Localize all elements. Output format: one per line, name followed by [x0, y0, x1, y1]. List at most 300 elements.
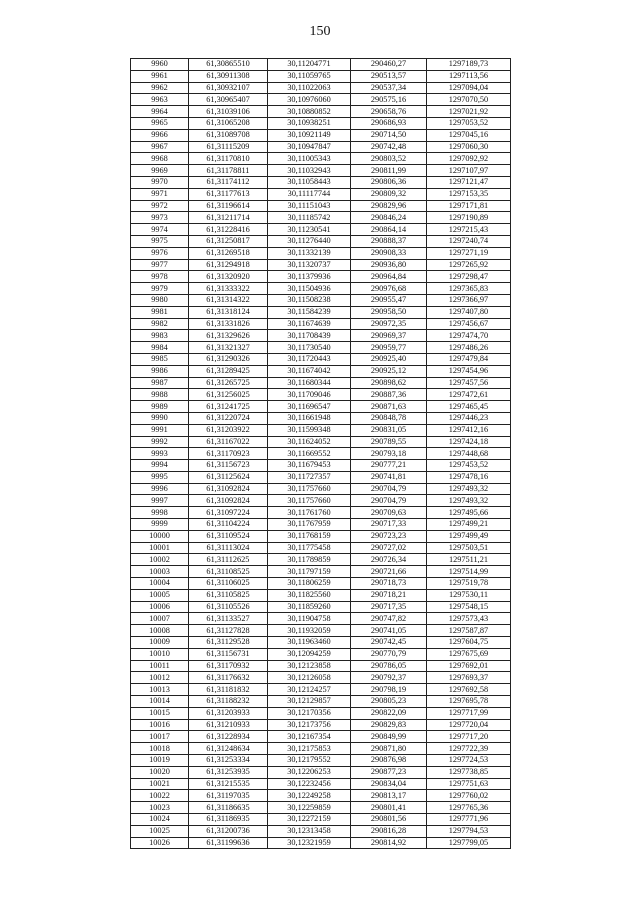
latitude-cell: 61,31248634	[189, 743, 268, 755]
y-coordinate-cell: 1297121,47	[427, 176, 511, 188]
table-row	[131, 483, 511, 495]
x-coordinate-cell: 290718,21	[351, 589, 427, 601]
latitude-cell: 61,31176632	[189, 672, 268, 684]
point-number-cell: 9974	[131, 224, 189, 236]
x-coordinate-cell: 290717,33	[351, 519, 427, 531]
longitude-cell: 30,11768159	[268, 530, 351, 542]
table-row	[131, 542, 511, 554]
table-row	[131, 530, 511, 542]
latitude-cell: 61,31331826	[189, 318, 268, 330]
x-coordinate-cell: 290789,55	[351, 436, 427, 448]
y-coordinate-cell: 1297412,16	[427, 424, 511, 436]
point-number-cell: 10011	[131, 660, 189, 672]
longitude-cell: 30,11230541	[268, 224, 351, 236]
x-coordinate-cell: 290801,56	[351, 814, 427, 826]
y-coordinate-cell: 1297171,81	[427, 200, 511, 212]
point-number-cell: 10006	[131, 601, 189, 613]
point-number-cell: 9986	[131, 365, 189, 377]
point-number-cell: 10015	[131, 707, 189, 719]
x-coordinate-cell: 290829,83	[351, 719, 427, 731]
table-row	[131, 59, 511, 71]
longitude-cell: 30,11767959	[268, 519, 351, 531]
table-row	[131, 412, 511, 424]
latitude-cell: 61,31108525	[189, 566, 268, 578]
point-number-cell: 9960	[131, 59, 189, 71]
table-row	[131, 589, 511, 601]
longitude-cell: 30,11789859	[268, 554, 351, 566]
latitude-cell: 61,31241725	[189, 401, 268, 413]
x-coordinate-cell: 290806,36	[351, 176, 427, 188]
x-coordinate-cell: 290723,23	[351, 530, 427, 542]
table-row	[131, 460, 511, 472]
table-row	[131, 224, 511, 236]
latitude-cell: 61,31105526	[189, 601, 268, 613]
longitude-cell: 30,12129857	[268, 696, 351, 708]
point-number-cell: 9997	[131, 495, 189, 507]
x-coordinate-cell: 290814,92	[351, 837, 427, 849]
longitude-cell: 30,11117744	[268, 188, 351, 200]
coordinates-table	[130, 58, 511, 849]
longitude-cell: 30,12249258	[268, 790, 351, 802]
table-row	[131, 436, 511, 448]
y-coordinate-cell: 1297760,02	[427, 790, 511, 802]
latitude-cell: 61,31106025	[189, 578, 268, 590]
x-coordinate-cell: 290958,50	[351, 306, 427, 318]
latitude-cell: 61,31289425	[189, 365, 268, 377]
longitude-cell: 30,11204771	[268, 59, 351, 71]
latitude-cell: 61,31188232	[189, 696, 268, 708]
point-number-cell: 9983	[131, 330, 189, 342]
y-coordinate-cell: 1297493,32	[427, 495, 511, 507]
point-number-cell: 9984	[131, 342, 189, 354]
latitude-cell: 61,31092824	[189, 495, 268, 507]
point-number-cell: 9962	[131, 82, 189, 94]
point-number-cell: 10012	[131, 672, 189, 684]
table-row	[131, 790, 511, 802]
y-coordinate-cell: 1297240,74	[427, 235, 511, 247]
x-coordinate-cell: 290831,05	[351, 424, 427, 436]
latitude-cell: 61,30911308	[189, 70, 268, 82]
longitude-cell: 30,11932059	[268, 625, 351, 637]
x-coordinate-cell: 290742,45	[351, 637, 427, 649]
coordinates-table-body	[131, 59, 511, 849]
table-row	[131, 342, 511, 354]
y-coordinate-cell: 1297486,26	[427, 342, 511, 354]
latitude-cell: 61,31256025	[189, 389, 268, 401]
x-coordinate-cell: 290955,47	[351, 294, 427, 306]
x-coordinate-cell: 290727,02	[351, 542, 427, 554]
latitude-cell: 61,31220724	[189, 412, 268, 424]
point-number-cell: 9968	[131, 153, 189, 165]
x-coordinate-cell: 290969,37	[351, 330, 427, 342]
latitude-cell: 61,31196614	[189, 200, 268, 212]
longitude-cell: 30,12179552	[268, 755, 351, 767]
y-coordinate-cell: 1297424,18	[427, 436, 511, 448]
x-coordinate-cell: 290864,14	[351, 224, 427, 236]
longitude-cell: 30,10947847	[268, 141, 351, 153]
latitude-cell: 61,30865510	[189, 59, 268, 71]
longitude-cell: 30,11508238	[268, 294, 351, 306]
latitude-cell: 61,30965407	[189, 94, 268, 106]
longitude-cell: 30,12259859	[268, 802, 351, 814]
y-coordinate-cell: 1297092,92	[427, 153, 511, 165]
longitude-cell: 30,11624052	[268, 436, 351, 448]
table-row	[131, 766, 511, 778]
latitude-cell: 61,31104224	[189, 519, 268, 531]
latitude-cell: 61,31186935	[189, 814, 268, 826]
table-row	[131, 70, 511, 82]
latitude-cell: 61,31127828	[189, 625, 268, 637]
point-number-cell: 10008	[131, 625, 189, 637]
point-number-cell: 9992	[131, 436, 189, 448]
x-coordinate-cell: 290658,76	[351, 106, 427, 118]
table-row	[131, 471, 511, 483]
longitude-cell: 30,11504936	[268, 283, 351, 295]
table-row	[131, 825, 511, 837]
longitude-cell: 30,11379936	[268, 271, 351, 283]
longitude-cell: 30,11797159	[268, 566, 351, 578]
y-coordinate-cell: 1297365,83	[427, 283, 511, 295]
point-number-cell: 9971	[131, 188, 189, 200]
longitude-cell: 30,11730540	[268, 342, 351, 354]
latitude-cell: 61,31039106	[189, 106, 268, 118]
point-number-cell: 10010	[131, 648, 189, 660]
longitude-cell: 30,11709046	[268, 389, 351, 401]
y-coordinate-cell: 1297514,99	[427, 566, 511, 578]
latitude-cell: 61,31115209	[189, 141, 268, 153]
latitude-cell: 61,31065208	[189, 117, 268, 129]
longitude-cell: 30,11727357	[268, 471, 351, 483]
longitude-cell: 30,11904758	[268, 613, 351, 625]
longitude-cell: 30,12173756	[268, 719, 351, 731]
longitude-cell: 30,12124257	[268, 684, 351, 696]
latitude-cell: 61,31329626	[189, 330, 268, 342]
table-row	[131, 519, 511, 531]
longitude-cell: 30,11757660	[268, 495, 351, 507]
page-number: 150	[309, 24, 331, 39]
longitude-cell: 30,11859260	[268, 601, 351, 613]
latitude-cell: 61,31170932	[189, 660, 268, 672]
point-number-cell: 9961	[131, 70, 189, 82]
y-coordinate-cell: 1297717,99	[427, 707, 511, 719]
longitude-cell: 30,11708439	[268, 330, 351, 342]
latitude-cell: 61,31170810	[189, 153, 268, 165]
latitude-cell: 61,31197035	[189, 790, 268, 802]
y-coordinate-cell: 1297692,01	[427, 660, 511, 672]
y-coordinate-cell: 1297190,89	[427, 212, 511, 224]
point-number-cell: 10014	[131, 696, 189, 708]
point-number-cell: 10001	[131, 542, 189, 554]
y-coordinate-cell: 1297045,16	[427, 129, 511, 141]
y-coordinate-cell: 1297692,58	[427, 684, 511, 696]
table-row	[131, 637, 511, 649]
point-number-cell: 10023	[131, 802, 189, 814]
y-coordinate-cell: 1297474,70	[427, 330, 511, 342]
longitude-cell: 30,11696547	[268, 401, 351, 413]
x-coordinate-cell: 290704,79	[351, 495, 427, 507]
longitude-cell: 30,11059765	[268, 70, 351, 82]
table-row	[131, 802, 511, 814]
y-coordinate-cell: 1297604,75	[427, 637, 511, 649]
x-coordinate-cell: 290798,19	[351, 684, 427, 696]
longitude-cell: 30,11332139	[268, 247, 351, 259]
point-number-cell: 10025	[131, 825, 189, 837]
latitude-cell: 61,31250817	[189, 235, 268, 247]
point-number-cell: 9969	[131, 165, 189, 177]
latitude-cell: 61,31186635	[189, 802, 268, 814]
y-coordinate-cell: 1297021,92	[427, 106, 511, 118]
x-coordinate-cell: 290877,23	[351, 766, 427, 778]
latitude-cell: 61,31318124	[189, 306, 268, 318]
latitude-cell: 61,31253334	[189, 755, 268, 767]
point-number-cell: 9965	[131, 117, 189, 129]
y-coordinate-cell: 1297446,23	[427, 412, 511, 424]
x-coordinate-cell: 290964,84	[351, 271, 427, 283]
point-number-cell: 9998	[131, 507, 189, 519]
longitude-cell: 30,12170356	[268, 707, 351, 719]
table-row	[131, 755, 511, 767]
latitude-cell: 61,31253935	[189, 766, 268, 778]
y-coordinate-cell: 1297499,49	[427, 530, 511, 542]
y-coordinate-cell: 1297271,19	[427, 247, 511, 259]
y-coordinate-cell: 1297298,47	[427, 271, 511, 283]
table-row	[131, 141, 511, 153]
point-number-cell: 10005	[131, 589, 189, 601]
table-row	[131, 271, 511, 283]
point-number-cell: 9990	[131, 412, 189, 424]
x-coordinate-cell: 290792,37	[351, 672, 427, 684]
table-row	[131, 94, 511, 106]
point-number-cell: 10017	[131, 731, 189, 743]
longitude-cell: 30,12123858	[268, 660, 351, 672]
latitude-cell: 61,31203933	[189, 707, 268, 719]
y-coordinate-cell: 1297407,80	[427, 306, 511, 318]
table-row	[131, 719, 511, 731]
point-number-cell: 10007	[131, 613, 189, 625]
latitude-cell: 61,31133527	[189, 613, 268, 625]
table-row	[131, 212, 511, 224]
table-row	[131, 247, 511, 259]
x-coordinate-cell: 290871,80	[351, 743, 427, 755]
y-coordinate-cell: 1297738,85	[427, 766, 511, 778]
x-coordinate-cell: 290747,82	[351, 613, 427, 625]
x-coordinate-cell: 290972,35	[351, 318, 427, 330]
x-coordinate-cell: 290959,77	[351, 342, 427, 354]
table-row	[131, 495, 511, 507]
y-coordinate-cell: 1297511,21	[427, 554, 511, 566]
latitude-cell: 61,31112625	[189, 554, 268, 566]
y-coordinate-cell: 1297189,73	[427, 59, 511, 71]
y-coordinate-cell: 1297495,66	[427, 507, 511, 519]
y-coordinate-cell: 1297722,39	[427, 743, 511, 755]
longitude-cell: 30,12321959	[268, 837, 351, 849]
x-coordinate-cell: 290829,96	[351, 200, 427, 212]
point-number-cell: 10016	[131, 719, 189, 731]
y-coordinate-cell: 1297765,36	[427, 802, 511, 814]
longitude-cell: 30,12313458	[268, 825, 351, 837]
longitude-cell: 30,11963460	[268, 637, 351, 649]
table-row	[131, 731, 511, 743]
point-number-cell: 10021	[131, 778, 189, 790]
point-number-cell: 9995	[131, 471, 189, 483]
y-coordinate-cell: 1297724,53	[427, 755, 511, 767]
latitude-cell: 61,31177613	[189, 188, 268, 200]
latitude-cell: 61,31265725	[189, 377, 268, 389]
y-coordinate-cell: 1297478,16	[427, 471, 511, 483]
latitude-cell: 61,31167022	[189, 436, 268, 448]
longitude-cell: 30,11661948	[268, 412, 351, 424]
table-row	[131, 259, 511, 271]
y-coordinate-cell: 1297366,97	[427, 294, 511, 306]
latitude-cell: 61,31320920	[189, 271, 268, 283]
point-number-cell: 10013	[131, 684, 189, 696]
x-coordinate-cell: 290741,81	[351, 471, 427, 483]
latitude-cell: 61,31113024	[189, 542, 268, 554]
y-coordinate-cell: 1297107,97	[427, 165, 511, 177]
point-number-cell: 9964	[131, 106, 189, 118]
point-number-cell: 9994	[131, 460, 189, 472]
y-coordinate-cell: 1297113,56	[427, 70, 511, 82]
latitude-cell: 61,31294918	[189, 259, 268, 271]
point-number-cell: 9988	[131, 389, 189, 401]
point-number-cell: 9973	[131, 212, 189, 224]
longitude-cell: 30,11806259	[268, 578, 351, 590]
table-row	[131, 306, 511, 318]
longitude-cell: 30,11584239	[268, 306, 351, 318]
table-row	[131, 176, 511, 188]
longitude-cell: 30,11320737	[268, 259, 351, 271]
table-row	[131, 153, 511, 165]
x-coordinate-cell: 290709,63	[351, 507, 427, 519]
longitude-cell: 30,11276440	[268, 235, 351, 247]
x-coordinate-cell: 290813,17	[351, 790, 427, 802]
x-coordinate-cell: 290742,48	[351, 141, 427, 153]
y-coordinate-cell: 1297070,50	[427, 94, 511, 106]
table-row	[131, 129, 511, 141]
x-coordinate-cell: 290714,50	[351, 129, 427, 141]
longitude-cell: 30,10938251	[268, 117, 351, 129]
y-coordinate-cell: 1297503,51	[427, 542, 511, 554]
longitude-cell: 30,11599348	[268, 424, 351, 436]
latitude-cell: 61,31105825	[189, 589, 268, 601]
point-number-cell: 10003	[131, 566, 189, 578]
longitude-cell: 30,11185742	[268, 212, 351, 224]
table-row	[131, 625, 511, 637]
table-row	[131, 353, 511, 365]
point-number-cell: 9979	[131, 283, 189, 295]
longitude-cell: 30,11679453	[268, 460, 351, 472]
x-coordinate-cell: 290925,12	[351, 365, 427, 377]
y-coordinate-cell: 1297465,45	[427, 401, 511, 413]
point-number-cell: 9963	[131, 94, 189, 106]
y-coordinate-cell: 1297751,63	[427, 778, 511, 790]
y-coordinate-cell: 1297453,52	[427, 460, 511, 472]
table-row	[131, 117, 511, 129]
table-row	[131, 707, 511, 719]
table-row	[131, 837, 511, 849]
x-coordinate-cell: 290513,57	[351, 70, 427, 82]
x-coordinate-cell: 290846,24	[351, 212, 427, 224]
table-row	[131, 684, 511, 696]
latitude-cell: 61,31228416	[189, 224, 268, 236]
table-row	[131, 401, 511, 413]
table-row	[131, 82, 511, 94]
longitude-cell: 30,11720443	[268, 353, 351, 365]
point-number-cell: 10002	[131, 554, 189, 566]
y-coordinate-cell: 1297454,96	[427, 365, 511, 377]
y-coordinate-cell: 1297693,37	[427, 672, 511, 684]
x-coordinate-cell: 290871,63	[351, 401, 427, 413]
point-number-cell: 10026	[131, 837, 189, 849]
longitude-cell: 30,11825560	[268, 589, 351, 601]
y-coordinate-cell: 1297499,21	[427, 519, 511, 531]
latitude-cell: 61,31215535	[189, 778, 268, 790]
table-row	[131, 814, 511, 826]
table-row	[131, 778, 511, 790]
latitude-cell: 61,31228934	[189, 731, 268, 743]
x-coordinate-cell: 290834,04	[351, 778, 427, 790]
point-number-cell: 9991	[131, 424, 189, 436]
latitude-cell: 61,31181832	[189, 684, 268, 696]
latitude-cell: 61,31210933	[189, 719, 268, 731]
y-coordinate-cell: 1297573,43	[427, 613, 511, 625]
y-coordinate-cell: 1297548,15	[427, 601, 511, 613]
longitude-cell: 30,11761760	[268, 507, 351, 519]
y-coordinate-cell: 1297448,68	[427, 448, 511, 460]
x-coordinate-cell: 290811,99	[351, 165, 427, 177]
table-row	[131, 330, 511, 342]
point-number-cell: 10022	[131, 790, 189, 802]
y-coordinate-cell: 1297060,30	[427, 141, 511, 153]
table-row	[131, 389, 511, 401]
table-row	[131, 554, 511, 566]
point-number-cell: 10018	[131, 743, 189, 755]
x-coordinate-cell: 290770,79	[351, 648, 427, 660]
point-number-cell: 9985	[131, 353, 189, 365]
longitude-cell: 30,11022063	[268, 82, 351, 94]
longitude-cell: 30,12272159	[268, 814, 351, 826]
point-number-cell: 9999	[131, 519, 189, 531]
table-row	[131, 743, 511, 755]
table-row	[131, 660, 511, 672]
y-coordinate-cell: 1297472,61	[427, 389, 511, 401]
y-coordinate-cell: 1297153,35	[427, 188, 511, 200]
point-number-cell: 9996	[131, 483, 189, 495]
x-coordinate-cell: 290936,80	[351, 259, 427, 271]
point-number-cell: 10004	[131, 578, 189, 590]
x-coordinate-cell: 290717,35	[351, 601, 427, 613]
longitude-cell: 30,10921149	[268, 129, 351, 141]
y-coordinate-cell: 1297265,92	[427, 259, 511, 271]
point-number-cell: 10024	[131, 814, 189, 826]
point-number-cell: 10019	[131, 755, 189, 767]
table-row	[131, 377, 511, 389]
latitude-cell: 61,30932107	[189, 82, 268, 94]
y-coordinate-cell: 1297675,69	[427, 648, 511, 660]
latitude-cell: 61,31290326	[189, 353, 268, 365]
x-coordinate-cell: 290686,93	[351, 117, 427, 129]
x-coordinate-cell: 290898,62	[351, 377, 427, 389]
longitude-cell: 30,12175853	[268, 743, 351, 755]
x-coordinate-cell: 290786,05	[351, 660, 427, 672]
x-coordinate-cell: 290976,68	[351, 283, 427, 295]
point-number-cell: 9978	[131, 271, 189, 283]
longitude-cell: 30,11032943	[268, 165, 351, 177]
latitude-cell: 61,31092824	[189, 483, 268, 495]
latitude-cell: 61,31125624	[189, 471, 268, 483]
latitude-cell: 61,31333322	[189, 283, 268, 295]
table-row	[131, 448, 511, 460]
